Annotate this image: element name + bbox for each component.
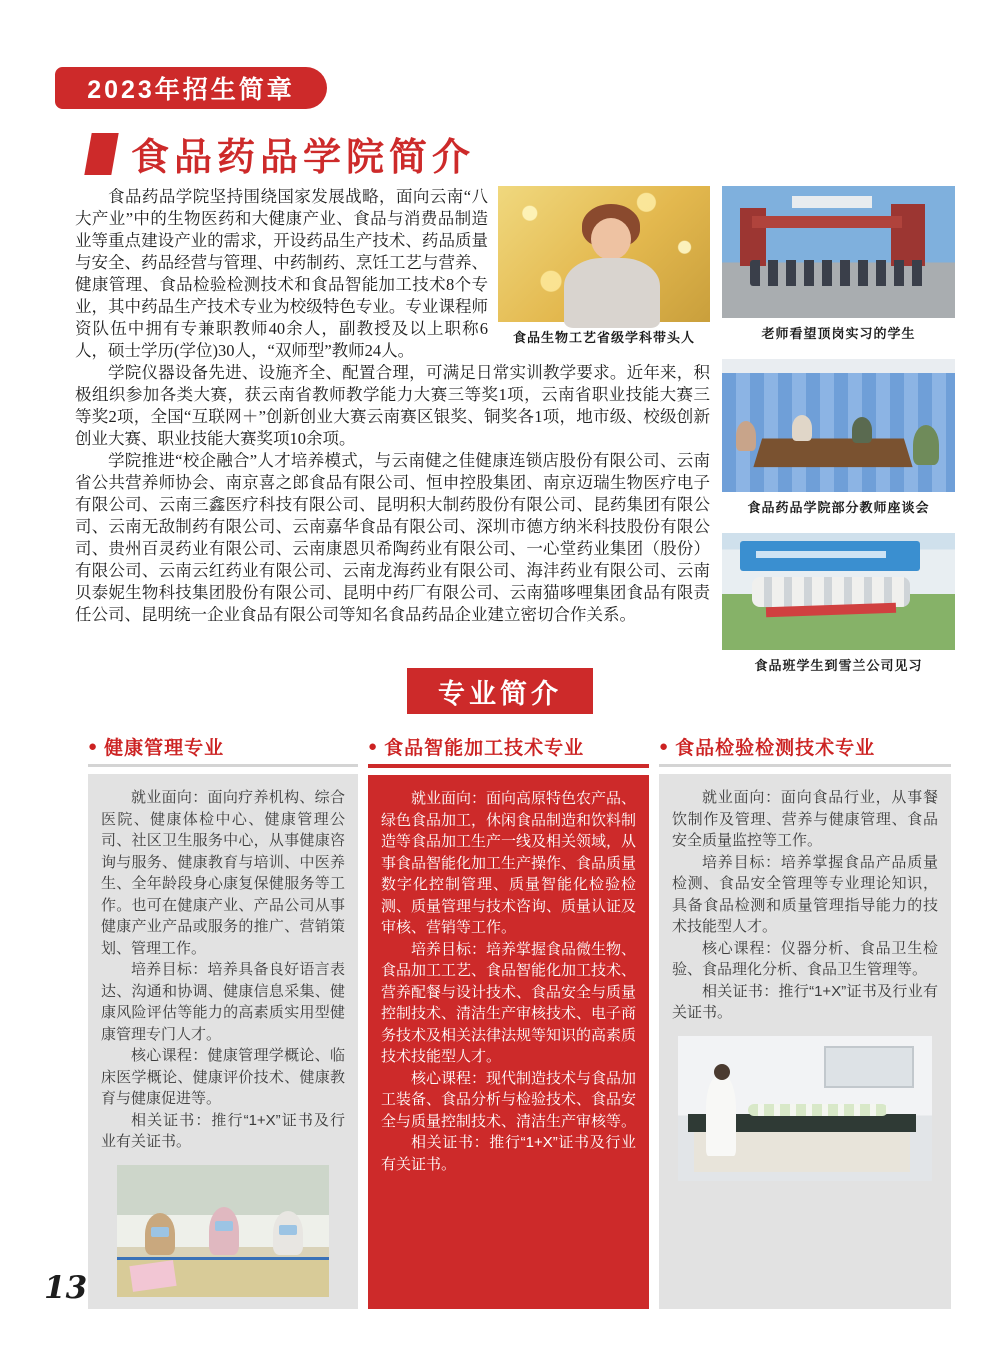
person-scarf-shape (564, 258, 660, 328)
photo-teachers-meeting (722, 359, 955, 492)
canopy-text-shape (756, 551, 886, 558)
photo-rail (722, 186, 955, 691)
intro-paragraph-2: 学院仪器设备先进、设施齐全、配置合理，可满足日常实训教学要求。近年来，积极组织参加各类大赛，获云南省教师教学能力大赛三等奖1项，云南省职业技能大赛三等奖2项，全国“互联网＋”创新创业大赛云南赛区银奖、铜奖各1项，地市级、校级创新创业大赛、职业技能大赛奖项10余项。 (75, 363, 710, 448)
major-panel (659, 774, 951, 1309)
major-panel (368, 775, 649, 1309)
photo-leader-block (498, 186, 710, 349)
major-employment: 就业面向：面向高原特色农产品、绿色食品加工，休闲食品制造和饮料制造等食品加工生产一线及相关领域，从事食品智能化加工生产操作、食品质量数字化控制管理、质量智能化检验检测、质量管理与技术咨询、质量认证及审核、营销等工作。 (381, 790, 637, 936)
edition-banner (55, 67, 327, 109)
bullet-icon: ● (88, 737, 98, 755)
photo-caption: 食品班学生到雪兰公司见习 (754, 658, 923, 673)
person-shape (852, 417, 872, 443)
page-title: 食品药品学院简介 (131, 137, 476, 179)
mask-shape (215, 1221, 233, 1231)
major-header (659, 733, 951, 759)
people-row-shape (750, 260, 926, 286)
photo-internship-block (722, 186, 955, 345)
photo-company-visit (722, 533, 955, 650)
photo-caption: 老师看望顶岗实习的学生 (761, 326, 916, 341)
intro-paragraph-3: 学院推进“校企融合”人才培养模式，与云南健之佳健康连锁店股份有限公司、云南省公共营养师协会、南京喜之郎食品有限公司、恒申控股集团、南京迈瑞生物医疗电子有限公司、云南三鑫医疗科技有限公司、昆明积大制药股份有限公司、昆药集团有限公司、云南无敌制药有限公司、云南嘉华食品有限公司、深圳市德方纳米科技股份有限公司、贵州百灵药业有限公司、云南康恩贝希陶药业有限公司、一心堂药业集团（股份）有限公司、云南云红药业有限公司、云南龙海药业有限公司、海沣药业有限公司、云南贝泰妮生物科技集团股份有限公司、昆明中药厂有限公司、云南猫哆哩集团食品有限责任公司、昆明统一企业食品有限公司等知名食品药品企业建立密切合作关系。 (75, 451, 710, 624)
major-intelligent-processing (368, 733, 649, 1309)
person-shape (209, 1207, 239, 1255)
major-inspection-testing (659, 733, 951, 1309)
mask-shape (151, 1227, 169, 1237)
photo-caption: 食品生物工艺省级学科带头人 (512, 330, 695, 345)
major-title: 食品检验检测技术专业 (675, 737, 876, 759)
person-shape (913, 425, 939, 465)
photo-first-aid-training (117, 1165, 329, 1297)
pink-sign-shape (129, 1260, 176, 1292)
major-certificates: 相关证书：推行“1+X”证书及行业有关证书。 (101, 1111, 345, 1150)
wall-shape (722, 359, 955, 373)
person-head-shape (714, 1064, 730, 1080)
college-intro-section (75, 186, 955, 673)
photo-meeting-block (722, 359, 955, 519)
mask-shape (279, 1225, 297, 1235)
major-employment: 就业面向：面向疗养机构、综合医院、健康体检中心、健康管理公司、社区卫生服务中心，从事健康咨询与服务、健康教育与培训、中医养生、全年龄段身心康复保健服务等工作。也可在健康产业、产品公司从事健康产业产品或服务的推广、营销策划、管理工作。 (101, 789, 345, 957)
header-divider (368, 764, 649, 768)
majors-section-banner (407, 668, 593, 714)
photo-discipline-leader (498, 186, 710, 322)
major-health-management (88, 733, 358, 1309)
major-header (88, 733, 358, 759)
major-objective: 培养目标：培养掌握食品微生物、食品加工工艺、食品智能化加工技术、营养配餐与设计技术、食品安全与质量控制技术、清洁生产审核技术、电子商务技术及相关法律法规等知识的高素质技术技能型人才。 (381, 940, 637, 1065)
photo-training-block (117, 1165, 329, 1297)
major-certificates: 相关证书：推行“1+X”证书及行业有关证书。 (381, 1134, 636, 1173)
gate-sign-shape (792, 196, 872, 208)
photo-food-laboratory (678, 1036, 932, 1181)
major-employment: 就业面向：面向食品行业，从事餐饮制作及管理、营养与健康管理、食品安全质量监控等工作。 (672, 789, 938, 849)
page-number: 13 (44, 1270, 88, 1306)
major-title: 食品智能加工技术专业 (384, 737, 585, 759)
person-shape (792, 415, 812, 441)
photo-caption: 食品药品学院部分教师座谈会 (747, 500, 930, 515)
page-title-row (88, 126, 475, 181)
lab-coat-person-shape (706, 1076, 736, 1156)
edition-banner-label: 2023年招生简章 (87, 76, 295, 104)
header-divider (88, 764, 358, 767)
fume-hood-shape (824, 1046, 914, 1088)
person-face-shape (591, 218, 631, 260)
header-divider (659, 764, 951, 767)
gate-pillar-shape (891, 204, 925, 266)
major-certificates: 相关证书：推行“1+X”证书及行业有关证书。 (672, 982, 938, 1021)
major-courses: 核心课程：健康管理学概论、临床医学概论、健康评价技术、健康教育与健康促进等。 (101, 1047, 345, 1107)
majors-row (88, 733, 951, 1309)
title-block-icon (84, 133, 118, 175)
gate-beam-shape (752, 216, 902, 228)
major-objective: 培养目标：培养具备良好语言表达、沟通和协调、健康信息采集、健康风险评估等能力的高素质实用型健康管理专门人才。 (101, 961, 345, 1043)
majors-section-banner-label: 专业简介 (438, 678, 562, 709)
intro-paragraph-1: 食品药品学院坚持围绕国家发展战略，面向云南“八大产业”中的生物医药和大健康产业、食品与消费品制造业等重点建设产业的需求，开设药品生产技术、药品质量与安全、药品经营与管理、中药制药、烹饪工艺与营养、健康管理、食品检验检测技术和食品智能加工技术8个专业，其中药品生产技术专业为校级特色专业。专业课程师资队伍中拥有专兼职教师40余人，副教授及以上职称6人，硕士学历(学位)30人，“双师型”教师24人。 (75, 187, 488, 360)
major-courses: 核心课程：现代制造技术与食品加工装备、食品分析与检验技术、食品安全与质量控制技术、清洁生产审核等。 (381, 1069, 637, 1130)
major-panel (88, 774, 358, 1309)
bullet-icon: ● (659, 737, 669, 755)
bullet-icon: ● (368, 737, 378, 755)
samples-shape (748, 1104, 888, 1116)
photo-visit-block (722, 533, 955, 677)
photo-lab-block (678, 1036, 932, 1181)
major-courses: 核心课程：仪器分析、食品卫生检验、食品理化分析、食品卫生管理等。 (672, 939, 938, 978)
major-header (368, 733, 649, 759)
table-shape (753, 439, 912, 468)
photo-internship-students (722, 186, 955, 318)
person-shape (736, 421, 756, 451)
major-objective: 培养目标：培养掌握食品产品质量检测、食品安全管理等专业理论知识，具备食品检测和质量管理指导能力的技术技能型人才。 (672, 853, 938, 935)
major-title: 健康管理专业 (104, 737, 225, 759)
